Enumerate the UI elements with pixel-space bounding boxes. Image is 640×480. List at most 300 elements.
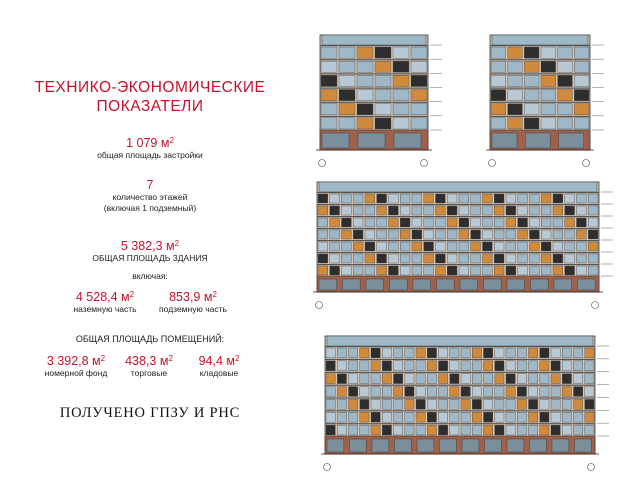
facade-side-right-window [541,90,556,101]
underground-stat: 853,9 $м^2$ подземную часть [159,290,227,314]
facade-main-slab [317,192,599,193]
facade-rear-window [360,348,369,358]
facade-rear-window [472,374,481,384]
facade-main-window [353,218,363,227]
facade-main-window [412,266,422,275]
facade-rear-window [326,348,335,358]
facade-rear-shopfront [485,439,502,452]
facade-main-window [553,266,563,275]
facade-main-window [541,206,551,215]
facade-rear-window [427,412,436,422]
facade-rear-window [495,348,504,358]
facade-rear-window [540,361,549,371]
facade-side-left-window [339,75,355,86]
facade-main-window [342,242,352,251]
facade-main-window [588,218,598,227]
facade-side-right-window [574,61,589,72]
facade-main-window [447,206,457,215]
facade-side-left-slab [320,45,428,46]
facade-rear-window [562,412,571,422]
total-area-caption: ОБЩАЯ ПЛОЩАДЬ ЗДАНИЯ [92,253,208,263]
facade-rear-window [461,425,470,435]
facade-side-left-window [357,104,373,115]
facade-rear-window [416,412,425,422]
facade-main-window [447,218,457,227]
facade-side-right-window [574,75,589,86]
facade-main-window [483,206,493,215]
facade-rear-window [585,348,594,358]
facade-rear-window [450,425,459,435]
built-area-stat: 1 079 $м^2$ общая площадь застройки [0,134,300,161]
facade-side-right-slab [490,73,590,74]
facade-main-axis-marker [316,302,323,309]
facade-main-window [588,254,598,263]
facade-side-left-window [411,75,427,86]
facade-rear-window [517,399,526,409]
facade-main-shopfront [460,279,478,290]
facade-rear-axis-marker [324,464,331,471]
facade-main-window [353,206,363,215]
facade-side-right-slab [490,45,590,46]
retail-stat: 438,3 $м^2$ торговые [125,354,173,378]
facade-main-window [318,266,328,275]
facade-side-left-window [393,47,409,58]
facade-rear-window [337,412,346,422]
facade-main-window [447,230,457,239]
facade-rear-window [337,425,346,435]
facade-main-shopfront [319,279,337,290]
facade-rear-window [326,399,335,409]
facade-rear-window [394,425,403,435]
facade-side-left-window [375,118,391,129]
facade-main-window [436,242,446,251]
facade-side-left-slab [320,102,428,103]
facade-main-window [330,266,340,275]
facade-rear-window [540,374,549,384]
facade-main-window [565,266,575,275]
facade-rear-shopfront [417,439,434,452]
facade-rear-window [529,374,538,384]
facade-side-right-window [541,118,556,129]
facade-main-window [483,230,493,239]
facade-side-right-slab [490,102,590,103]
facade-main-window [424,194,434,203]
facade-main-window [436,230,446,239]
facade-main-window [577,218,587,227]
facade-side-right-window [491,47,506,58]
facade-main-window [588,194,598,203]
facade-main-window [436,218,446,227]
facade-rear-window [540,412,549,422]
facade-main-window [342,194,352,203]
facade-side-right-window [524,90,539,101]
facade-rear-window [517,425,526,435]
facade-main-window [553,206,563,215]
facade-main-window [483,218,493,227]
built-area-caption: общая площадь застройки [97,150,203,160]
facade-rear-window [371,412,380,422]
facade-side-right-window [558,61,573,72]
facade-main-window [530,206,540,215]
facade-rear-window [540,399,549,409]
facade-main-window [541,194,551,203]
facade-side-left-window [375,61,391,72]
facade-drawings [300,0,640,480]
facade-side-right-window [508,90,523,101]
facade-main-window [565,230,575,239]
facade-side-right-window [508,47,523,58]
facade-rear-window [585,387,594,397]
facade-rear-window [551,412,560,422]
facade-main-window [318,254,328,263]
facade-main-window [483,242,493,251]
facade-rear-window [517,374,526,384]
facade-side-left-window [339,90,355,101]
facade-rear-shopfront [575,439,592,452]
facade-side-left-window [375,75,391,86]
facade-rear-window [574,361,583,371]
facade-rear-window [562,387,571,397]
facade-main-slab [317,264,599,265]
facade-main-shopfront [484,279,502,290]
facade-main-window [518,194,528,203]
facade-rear-window [371,361,380,371]
facade-main-shopfront [390,279,408,290]
facade-rear-window [495,412,504,422]
facade-main-window [459,242,469,251]
facade-main-window [471,230,481,239]
facade-main-window [389,266,399,275]
facade-main-window [518,254,528,263]
facade-main-window [494,206,504,215]
facade-rear-window [574,387,583,397]
facade-main-window [412,242,422,251]
facade-main-window [424,230,434,239]
facade-main-window [494,218,504,227]
facade-main-window [530,194,540,203]
facade-rear-window [337,361,346,371]
facade-rear-shopfront [440,439,457,452]
facade-rear-shopfront [395,439,412,452]
facade-main-window [494,230,504,239]
facade-main-window [565,218,575,227]
facade-rear-window [416,348,425,358]
facade-rear-window [506,387,515,397]
facade-main-window [318,242,328,251]
facade-rear-window [506,412,515,422]
facade-main-window [506,266,516,275]
facade-rear-window [551,387,560,397]
facade-rear-window [484,361,493,371]
facade-rear-window [394,348,403,358]
facade-rear-window [405,412,414,422]
facade-rear-window [427,348,436,358]
facade-main-window [530,266,540,275]
facade-main-roof [319,182,597,192]
facade-main-window [400,218,410,227]
facade-rear-window [416,387,425,397]
facade-main-window [365,194,375,203]
facade-main-window [424,206,434,215]
facade-rear-window [461,348,470,358]
facade-rear-window [495,374,504,384]
floors-caption: количество этажей [112,192,188,202]
facade-rear-window [416,425,425,435]
facade-main-window [577,206,587,215]
facade-side-right-window [558,47,573,58]
facade-rear-window [461,412,470,422]
facade-main-window [389,194,399,203]
facade-rear-window [506,348,515,358]
facade-main-window [459,266,469,275]
facade-main-window [577,230,587,239]
facade-side-right-slab [490,59,590,60]
facade-side-right-window [508,61,523,72]
facade-main-shopfront [413,279,431,290]
facade-rear-slab [325,346,595,347]
facade-side-left-window [321,61,337,72]
facade-rear-window [551,399,560,409]
facade-main-window [530,230,540,239]
facade-side-left-slab [320,88,428,89]
facade-main-window [377,242,387,251]
facade-rear-window [450,399,459,409]
facade-main-window [318,218,328,227]
facade-rear-window [349,412,358,422]
facade-rear-window [461,374,470,384]
facade-side-left-shopfront [322,133,349,148]
facade-main-window [588,206,598,215]
facade-main-window [330,206,340,215]
facade-rear-window [529,387,538,397]
facade-side-left-window [375,104,391,115]
facade-main-shopfront [343,279,361,290]
facade-main-window [330,242,340,251]
facade-rear-window [506,374,515,384]
facade-rear-shopfront [462,439,479,452]
facade-rear-window [427,387,436,397]
facade-main-window [400,230,410,239]
facade-rear-window [574,425,583,435]
facade-side-right-window [574,47,589,58]
facade-main-shopfront [366,279,384,290]
facade-rear-window [472,425,481,435]
facade-main-window [588,242,598,251]
facade-main-window [365,230,375,239]
facade-main-shopfront [554,279,572,290]
facade-rear-window [506,399,515,409]
facade-rear-window [405,425,414,435]
facade-rear-window [484,348,493,358]
facade-rear-window [506,361,515,371]
facade-rear-window [337,387,346,397]
facade-rear-slab [325,385,595,386]
facade-main-window [400,242,410,251]
facade-rear-window [416,399,425,409]
facade-main-window [471,242,481,251]
facade-rear-window [349,425,358,435]
facade-main-window [318,194,328,203]
facade-main-window [494,266,504,275]
facade-rear-window [540,348,549,358]
facade-side-right-shopfront [492,133,517,148]
facade-side-left-window [393,118,409,129]
facade-rear-window [529,348,538,358]
facade-rear-window [472,361,481,371]
facade-side-right-window [524,75,539,86]
facade-main-window [471,194,481,203]
facade-rear-window [461,387,470,397]
facade-rear-window [585,374,594,384]
facade-rear-slab [325,397,595,398]
page-title: ТЕХНИКО-ЭКОНОМИЧЕСКИЕ ПОКАЗАТЕЛИ [34,79,266,115]
facade-side-right-window [491,61,506,72]
facade-rear-window [484,412,493,422]
facade-side-right-window [491,75,506,86]
facade-side-right-window [558,75,573,86]
facade-main-window [318,206,328,215]
facade-main-window [330,218,340,227]
facade-main-window [365,254,375,263]
facade-rear-window [517,387,526,397]
facade-main-window [518,242,528,251]
facade-main-window [588,266,598,275]
facade-rear-window [394,361,403,371]
facade-main-window [553,254,563,263]
facade-main-window [541,230,551,239]
facade-side-left-window [321,47,337,58]
facade-side-left-window [321,90,337,101]
facade-rear-axis-marker [588,464,595,471]
facade-main-window [459,254,469,263]
facade-main-window [459,218,469,227]
facade-main-window [530,218,540,227]
facade-side-left-axis-marker [319,160,326,167]
facade-rear-window [472,348,481,358]
facade-main-window [342,254,352,263]
facade-side-left-roof [322,35,426,45]
facade-rear-window [551,425,560,435]
facade-main-window [541,254,551,263]
total-area-stat: 5 382,3 $м^2$ ОБЩАЯ ПЛОЩАДЬ ЗДАНИЯ [0,237,300,264]
facade-main-window [530,242,540,251]
facade-main-window [330,230,340,239]
facade-rear-window [349,387,358,397]
facade-rear-window [360,399,369,409]
facade-rear-window [427,361,436,371]
facade-side-left-axis-marker [421,160,428,167]
facade-rear-window [574,412,583,422]
facade-main-window [377,254,387,263]
facade-main-window [377,206,387,215]
facade-side-left-window [357,61,373,72]
facade-side-left-shopfront [358,133,385,148]
facade-main-window [518,266,528,275]
facade-main-window [565,194,575,203]
facade-main-window [541,266,551,275]
facade-side-left-window [411,61,427,72]
facade-main-window [447,194,457,203]
facade-main-window [588,230,598,239]
facade-main-slab [317,228,599,229]
facade-rear-window [382,387,391,397]
facade-main-window [424,218,434,227]
facade-main-window [353,194,363,203]
facade-rear-window [484,425,493,435]
facade-main-window [318,230,328,239]
facade-rear-window [450,374,459,384]
facade-main-slab [317,204,599,205]
facade-rear-window [506,425,515,435]
facade-main-window [483,254,493,263]
facade-rear-window [382,348,391,358]
facade-rear-shopfront [350,439,367,452]
facade-main-window [342,218,352,227]
facade-main-window [506,254,516,263]
facade-rear-window [484,374,493,384]
facade-main-window [447,242,457,251]
facade-rear-window [517,361,526,371]
facade-rear-window [360,425,369,435]
facade-main-window [400,266,410,275]
facade-rear-window [495,361,504,371]
above-ground-stat: 4 528,4 $м^2$ наземную часть [73,290,137,314]
facade-main-window [436,266,446,275]
facade-rear-window [439,361,448,371]
facade-side-left-window [321,104,337,115]
facade-main-window [342,266,352,275]
facade-rear-window [551,361,560,371]
facade-rear-window [450,361,459,371]
facade-side-right-window [558,90,573,101]
facade-main-window [494,254,504,263]
facade-rear-window [360,387,369,397]
facade-rear-window [450,348,459,358]
facade-main-window [577,266,587,275]
facade-main-window [424,266,434,275]
facade-side-left-shopfront [394,133,421,148]
facade-rear-window [371,425,380,435]
facade-side-right-window [524,47,539,58]
facade-main-window [471,266,481,275]
facade-side-left-window [393,75,409,86]
facade-rear-window [461,399,470,409]
facade-main-window [342,230,352,239]
facade-side-left-window [321,118,337,129]
facade-rear-window [349,374,358,384]
facade-main-window [436,194,446,203]
facade-rear-shopfront [507,439,524,452]
facade-rear-window [371,374,380,384]
facade-rear-window [349,348,358,358]
facade-rear-window [349,361,358,371]
facade-main-window [377,194,387,203]
facade-side-right-window [541,61,556,72]
facade-main-window [400,254,410,263]
facade-main-window [353,230,363,239]
including-label: включая: [132,271,168,281]
facade-main-window [412,218,422,227]
facade-main-window [330,194,340,203]
floors-value: 7 [146,178,154,192]
facade-rear-window [394,412,403,422]
facade-main-window [494,194,504,203]
facade-rear-window [439,348,448,358]
facade-rear-window [495,387,504,397]
facade-side-left-window [411,118,427,129]
facade-main-window [471,218,481,227]
facade-side-left-window [411,90,427,101]
